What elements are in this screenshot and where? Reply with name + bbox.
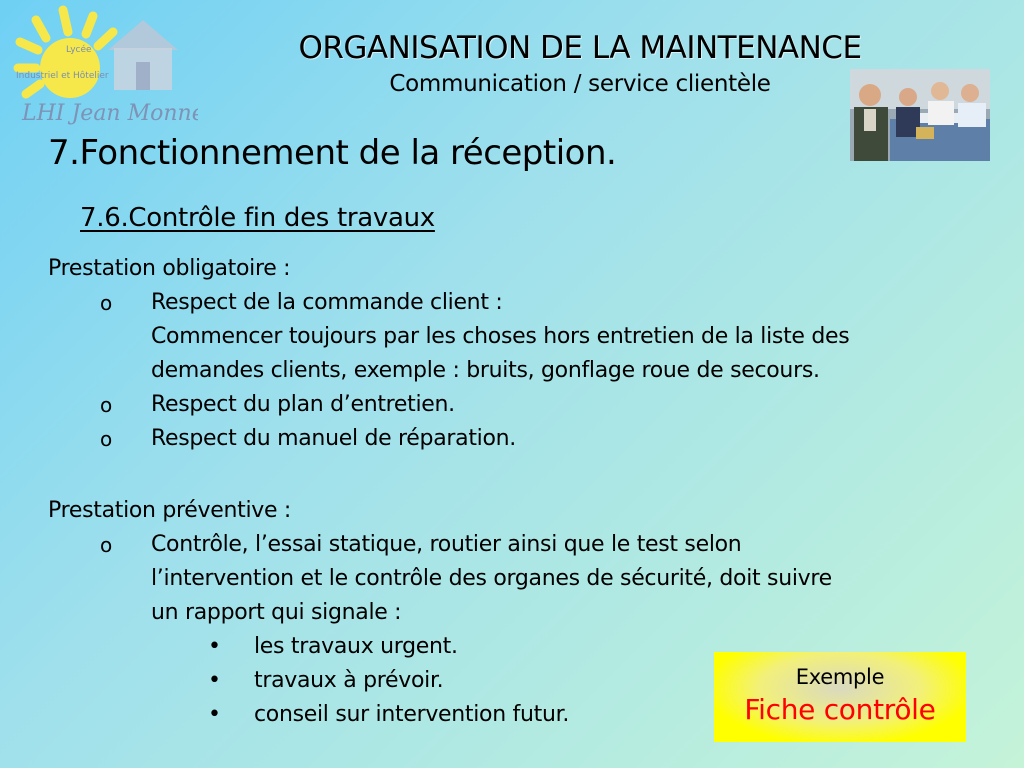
list-item-label: Respect du plan d’entretien.: [151, 392, 455, 417]
sub-list-item-label: les travaux urgent.: [254, 634, 458, 659]
list-item: [48, 528, 988, 630]
people-photo-icon: [850, 69, 990, 161]
list-item-label: un rapport qui signale :: [151, 600, 402, 625]
list-item-label: Contrôle, l’essai statique, routier ainsi que le test selon: [151, 532, 742, 557]
list-item-label: Respect du manuel de réparation.: [151, 426, 516, 451]
list-item-label: l’intervention et le contrôle des organes de sécurité, doit suivre: [151, 566, 832, 591]
bullet-icon: •: [208, 634, 221, 659]
list-item-detail: Commencer toujours par les choses hors entretien de la liste des: [151, 324, 850, 349]
svg-text:LHI Jean Monnet: LHI Jean Monnet: [22, 101, 198, 126]
circle-bullet-icon: o: [100, 291, 112, 315]
page-subtitle: Communication / service clientèle: [389, 71, 771, 97]
svg-text:Lycée: Lycée: [66, 45, 92, 55]
list-item-label: Respect de la commande client :: [151, 290, 503, 315]
example-box[interactable]: [714, 652, 966, 742]
list-item: [48, 286, 988, 388]
mandatory-service-block: [48, 252, 988, 456]
mandatory-heading: Prestation obligatoire :: [48, 256, 291, 281]
bullet-icon: •: [208, 702, 221, 727]
page-title: ORGANISATION DE LA MAINTENANCE: [298, 30, 862, 66]
preventive-heading: Prestation préventive :: [48, 498, 292, 523]
list-item-detail: demandes clients, exemple : bruits, gonflage roue de secours.: [151, 358, 820, 383]
sub-list-item-label: travaux à prévoir.: [254, 668, 444, 693]
circle-bullet-icon: o: [100, 427, 112, 451]
header: [230, 30, 930, 98]
list-item: [48, 422, 988, 456]
circle-bullet-icon: o: [100, 533, 112, 557]
svg-text:Industriel et Hôtelier: Industriel et Hôtelier: [16, 71, 109, 81]
sun-house-logo-icon: [8, 2, 198, 132]
sub-list-item-label: conseil sur intervention futur.: [254, 702, 570, 727]
section-title: 7.Fonctionnement de la réception.: [48, 133, 617, 173]
school-logo: [8, 2, 198, 132]
example-link[interactable]: Fiche contrôle: [744, 693, 936, 726]
subsection-title: 7.6.Contrôle fin des travaux: [80, 203, 435, 233]
example-label: Exemple: [795, 665, 885, 689]
service-counter-photo: [850, 69, 990, 161]
list-item: [48, 388, 988, 422]
circle-bullet-icon: o: [100, 393, 112, 417]
bullet-icon: •: [208, 668, 221, 693]
